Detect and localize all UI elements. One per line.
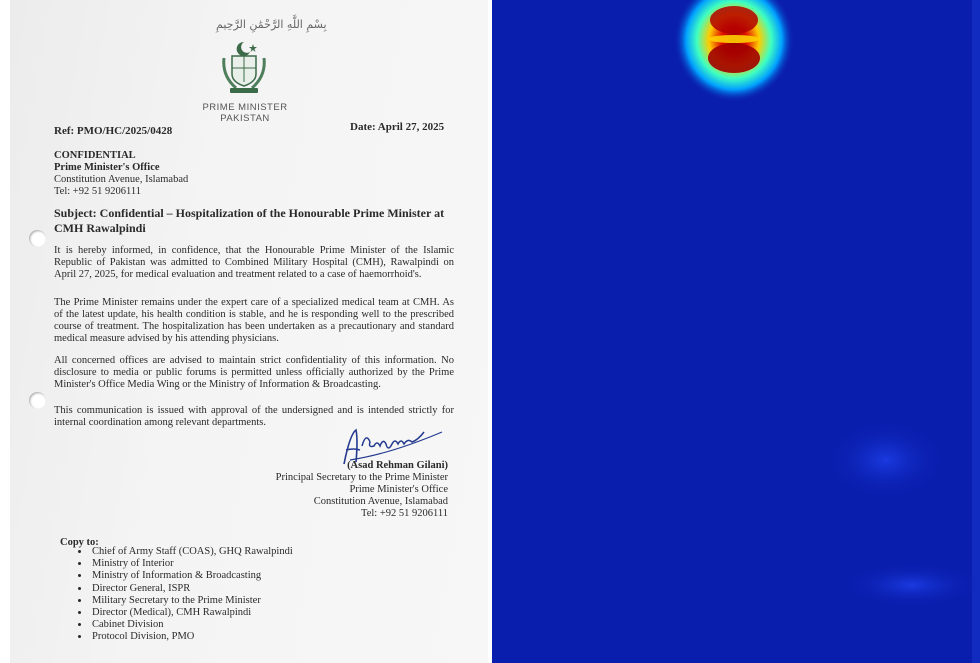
sender-address: Constitution Avenue, Islamabad xyxy=(54,174,189,185)
office-title-line2: PAKISTAN xyxy=(220,113,270,124)
office-title-line1: PRIME MINISTER xyxy=(202,102,288,113)
sender-office: Prime Minister's Office xyxy=(54,162,160,173)
punch-hole xyxy=(29,392,46,409)
letter-subject: Subject: Confidential – Hospitalization of the Honourable Prime Minister at CMH Rawalpindi xyxy=(54,206,445,235)
classification-label: CONFIDENTIAL xyxy=(54,150,136,161)
basmala-text: بِسْمِ اللَّهِ الرَّحْمَٰنِ الرَّحِيمِ xyxy=(216,18,327,31)
signature-script-text: A. Rehman xyxy=(336,420,341,421)
hotspot-core xyxy=(708,43,760,73)
hotspot-core xyxy=(710,6,758,34)
copy-to-label: Copy to: xyxy=(60,537,99,548)
signatory-name: (Asad Rehman Gilani) xyxy=(347,460,448,471)
copy-to-item: • Protocol Division, PMO xyxy=(90,631,293,643)
copy-to-item: • Director (Medical), CMH Rawalpindi xyxy=(90,607,293,619)
punch-hole xyxy=(29,230,46,247)
reference-number: Ref: PMO/HC/2025/0428 xyxy=(54,125,173,137)
sender-tel: Tel: +92 51 9206111 xyxy=(54,186,141,197)
signatory-tel: Tel: +92 51 9206111 xyxy=(361,508,448,519)
body-paragraph: This communication is issued with approval of the undersigned and is intended strictly for internal coordination among relevant departments. xyxy=(54,405,454,428)
copy-to-item: • Ministry of Interior xyxy=(90,558,293,570)
copy-to-item: • Military Secretary to the Prime Minister xyxy=(90,595,293,607)
copy-to-item: • Cabinet Division xyxy=(90,619,293,631)
faint-region xyxy=(826,420,946,500)
body-paragraph: The Prime Minister remains under the expert care of a specialized medical team at CMH. As of the latest update, his health condition is stable, and he is responding well to the prescribed course of treatment. The hospitalization has been undertaken as a precautionary and standard medical measure advised by his attending physicians. xyxy=(54,297,454,344)
copy-to-item: • Director General, ISPR xyxy=(90,583,293,595)
body-paragraph: All concerned offices are advised to maintain strict confidentiality of this information. No disclosure to media or public forums is permitted unless officially authorized by the Prime Minister's Office Media Wing or the Ministry of Information & Broadcasting. xyxy=(54,355,454,390)
letter-document xyxy=(10,0,488,663)
heatmap-canvas xyxy=(492,0,980,663)
faint-region xyxy=(842,563,980,607)
letter-date: Date: April 27, 2025 xyxy=(350,121,445,133)
signatory-address: Constitution Avenue, Islamabad xyxy=(313,496,448,507)
copy-to-list xyxy=(76,546,293,644)
body-paragraph: It is hereby informed, in confidence, that the Honourable Prime Minister of the Islamic Republic of Pakistan was admitted to Combined Military Hospital (CMH), Rawalpindi on April 27, 2025, for medical evaluation and treatment related to a case of haemorrhoid's. xyxy=(54,245,454,280)
signatory-office: Prime Minister's Office xyxy=(349,484,448,495)
copy-to-item: • Chief of Army Staff (COAS), GHQ Rawalpindi xyxy=(90,546,293,558)
signatory-title: Principal Secretary to the Prime Minister xyxy=(275,472,448,483)
copy-to-item: • Ministry of Information & Broadcasting xyxy=(90,570,293,582)
attention-heatmap xyxy=(492,0,980,663)
state-emblem-icon xyxy=(220,40,268,96)
